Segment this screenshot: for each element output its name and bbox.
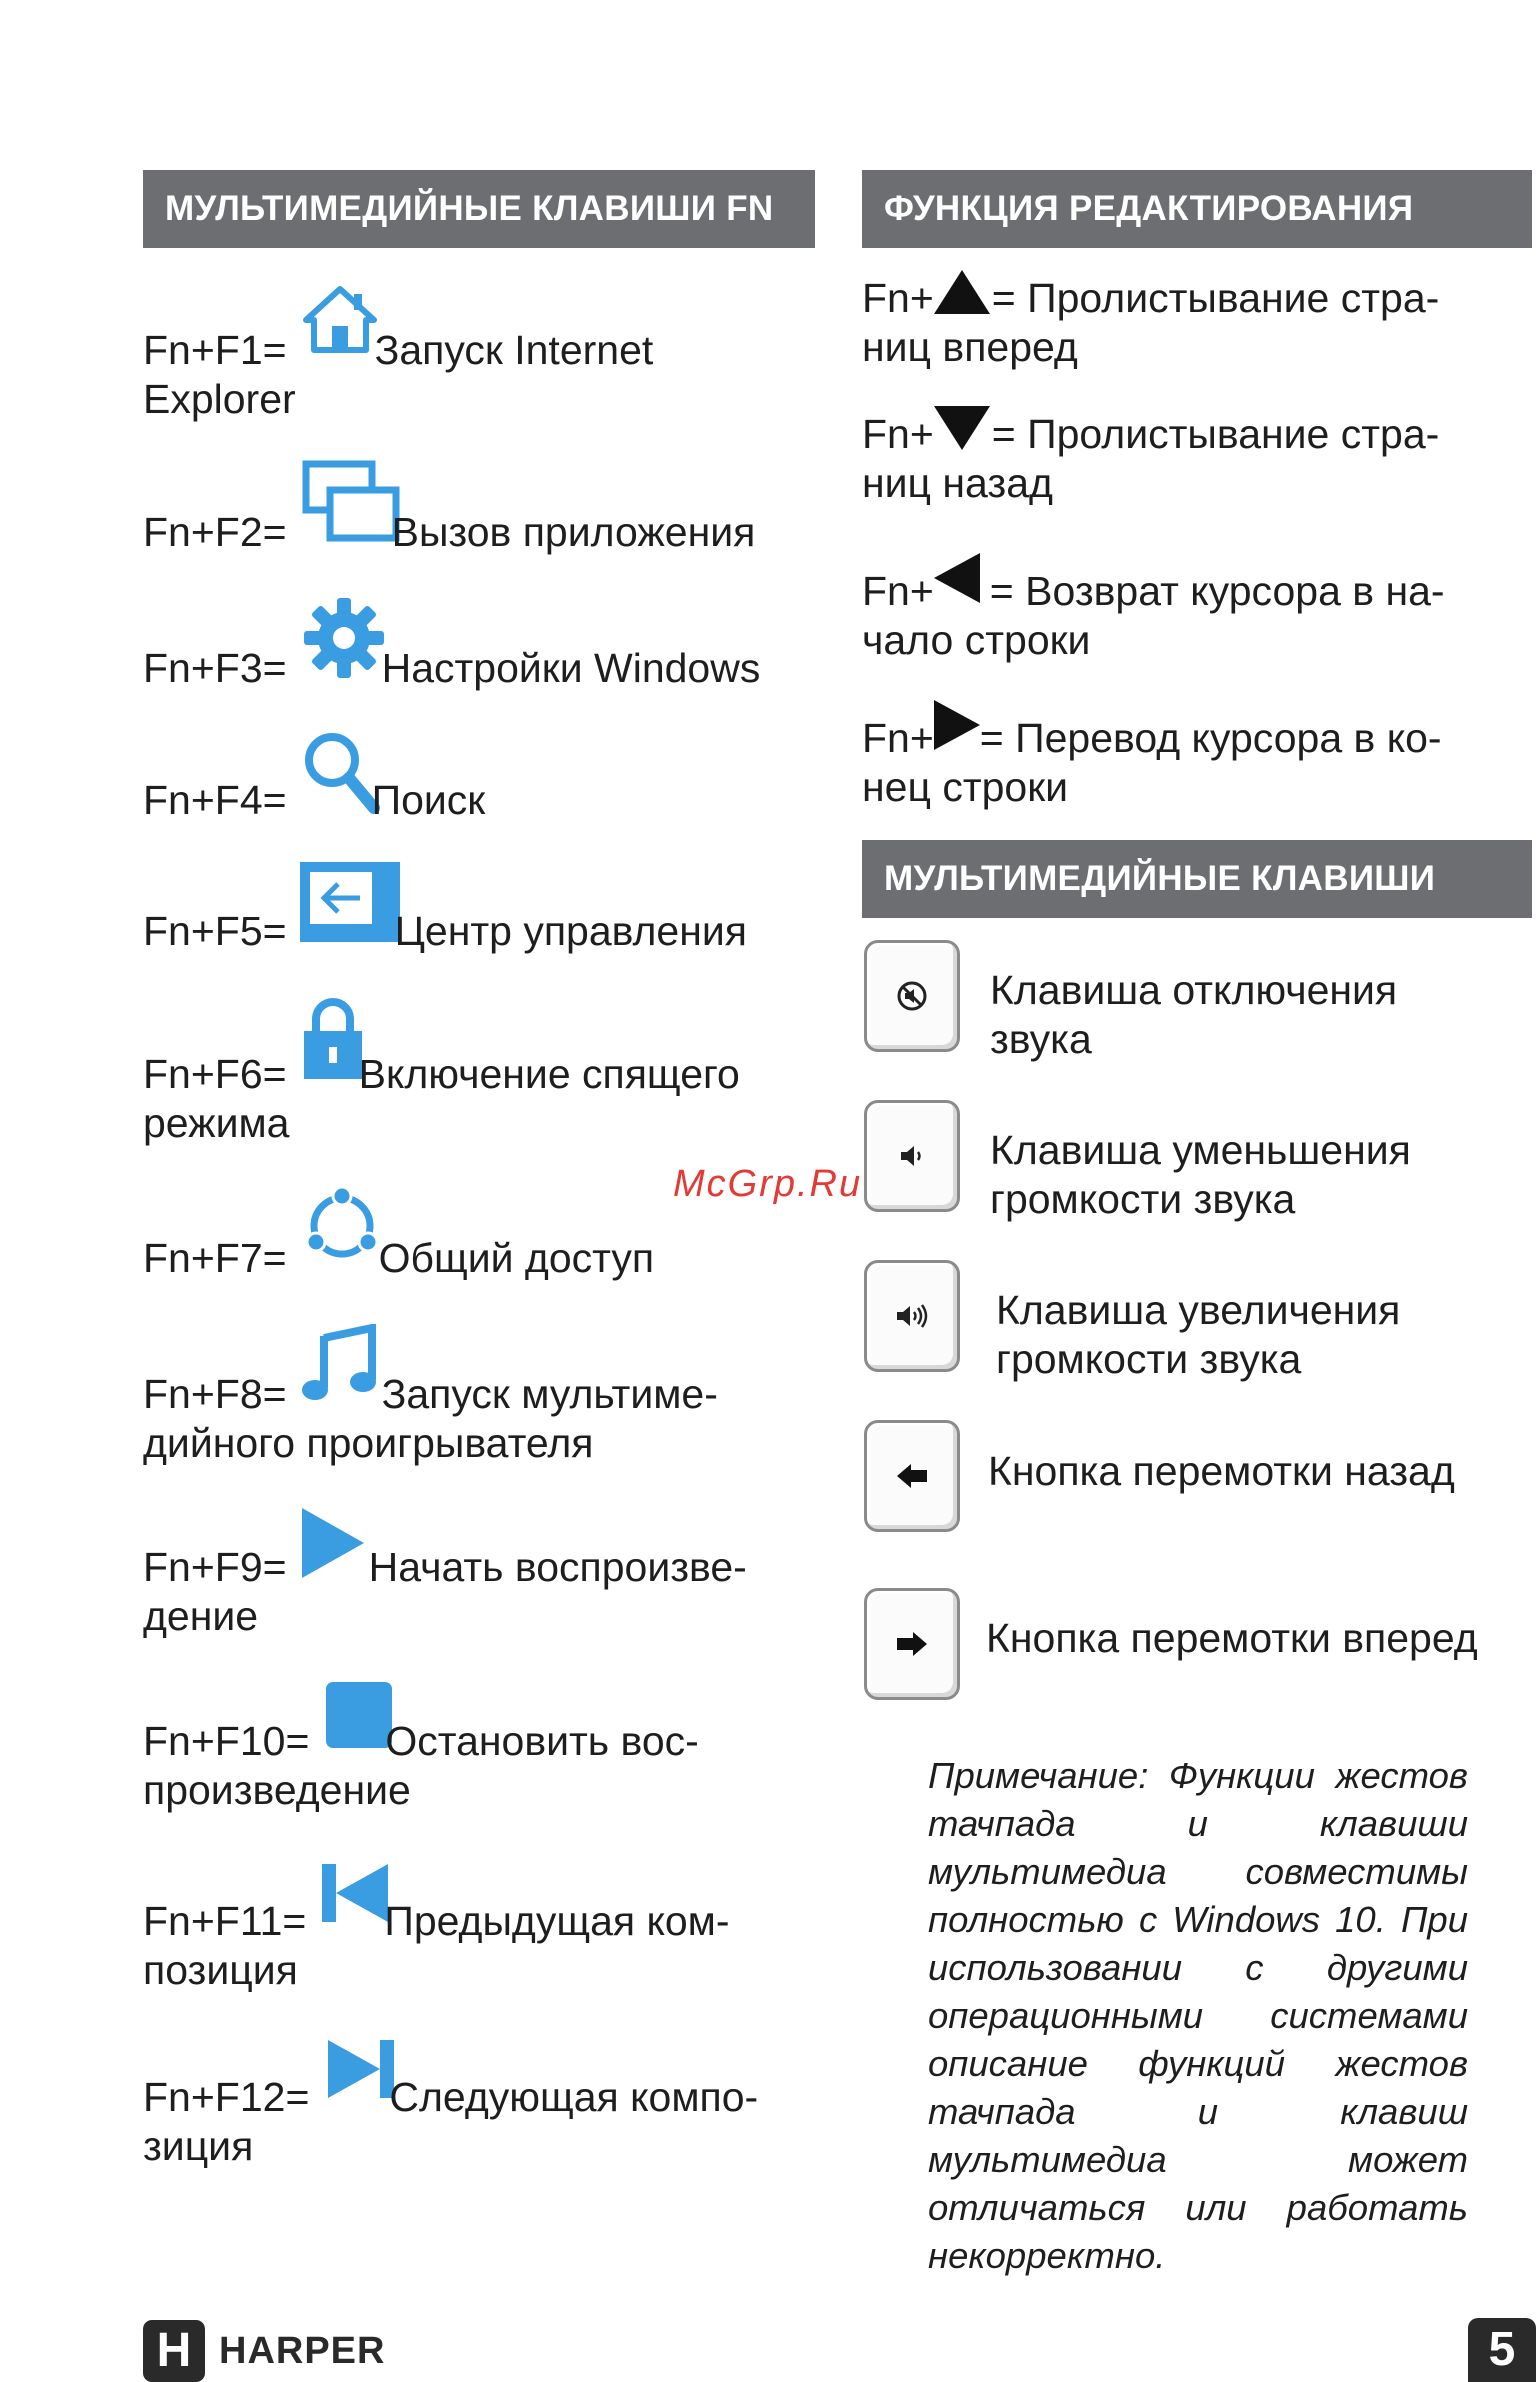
fn-item-desc-cont: режима: [143, 1100, 290, 1146]
mute-icon: [897, 981, 927, 1011]
fn-item-desc: Предыдущая ком-: [384, 1898, 730, 1944]
arrow-right-icon: [934, 700, 980, 750]
fn-key-label: Fn+F8=: [143, 1371, 287, 1417]
compatibility-note: Примечание: Функции жестов тачпада и клавиши мультимедиа совместимы полностью с Windows 10. При использовании с другими операционными системами описание функций жестов тачпада и клавиш мультимедиа может отличаться или работать некорректно.: [928, 1755, 1468, 2276]
fn-item-desc-cont: дение: [143, 1593, 259, 1639]
edit-item-desc: = Пролистывание стра-: [991, 411, 1440, 457]
edit-item-left: [862, 553, 1445, 665]
fn-item-desc-cont: дийного проигрывателя: [143, 1420, 594, 1466]
rewind-icon: [897, 1464, 927, 1488]
volume-up-key[interactable]: [864, 1260, 960, 1372]
mm-item-desc-cont: звука: [990, 1016, 1092, 1062]
volume-down-key[interactable]: [864, 1100, 960, 1212]
mute-key[interactable]: [864, 940, 960, 1052]
forward-icon: [897, 1632, 927, 1656]
fn-item-f12: [143, 2073, 843, 2171]
fn-item-desc: Включение спящего: [358, 1051, 740, 1097]
fn-item-f4: [143, 776, 843, 825]
fn-key-label: Fn+F2=: [143, 509, 287, 555]
edit-key-label: Fn+: [862, 411, 934, 457]
edit-key-label: Fn+: [862, 568, 934, 614]
fn-item-f6: [143, 1050, 843, 1148]
fn-item-desc: Настройки Windows: [381, 645, 761, 691]
mm-item-mute: [990, 966, 1397, 1064]
edit-item-desc-cont: чало строки: [862, 617, 1091, 663]
edit-item-desc-cont: нец строки: [862, 764, 1069, 810]
edit-item-down: [862, 406, 1439, 508]
fn-item-desc: Следующая компо-: [389, 2074, 759, 2120]
mm-item-desc: Клавиша уменьшения: [990, 1127, 1411, 1173]
fn-item-desc: Общий доступ: [378, 1235, 655, 1281]
fn-item-f11: [143, 1897, 843, 1995]
fn-item-desc-cont: зиция: [143, 2123, 254, 2169]
header-fn-keys: МУЛЬТИМЕДИЙНЫЕ КЛАВИШИ FN: [143, 170, 815, 248]
watermark: McGrp.Ru: [673, 1163, 863, 1205]
fn-item-desc-cont: позиция: [143, 1947, 298, 1993]
fn-item-f10: [143, 1717, 843, 1815]
edit-item-desc: = Перевод курсора в ко-: [979, 715, 1442, 761]
edit-item-desc-cont: ниц вперед: [862, 324, 1078, 370]
fn-key-label: Fn+F9=: [143, 1544, 287, 1590]
fn-item-f2: [143, 508, 843, 557]
mm-item-rewind: [988, 1447, 1455, 1496]
fn-item-desc: Вызов приложения: [391, 509, 756, 555]
mm-item-desc: Клавиша увеличения: [996, 1287, 1401, 1333]
arrow-left-icon: [934, 553, 990, 603]
fn-item-desc: Запуск Internet: [374, 327, 654, 373]
brand-logo: [143, 2320, 385, 2382]
edit-item-right: [862, 700, 1442, 812]
mm-item-desc-cont: громкости звука: [990, 1176, 1296, 1222]
fn-item-desc: Центр управления: [394, 908, 747, 954]
fn-item-desc: Поиск: [371, 777, 486, 823]
arrow-down-icon: [934, 406, 992, 450]
edit-item-desc: = Пролистывание стра-: [991, 275, 1440, 321]
mm-item-desc: Кнопка перемотки назад: [988, 1448, 1455, 1494]
edit-key-label: Fn+: [862, 275, 934, 321]
mm-item-desc-cont: громкости звука: [996, 1336, 1302, 1382]
header-multimedia: МУЛЬТИМЕДИЙНЫЕ КЛАВИШИ: [862, 840, 1532, 918]
fn-item-desc: Остановить вос-: [385, 1718, 699, 1764]
header-editing: ФУНКЦИЯ РЕДАКТИРОВАНИЯ: [862, 170, 1532, 248]
volume-down-icon: [899, 1144, 925, 1168]
fn-item-f9: [143, 1543, 843, 1641]
fn-item-desc: Начать воспроизве-: [368, 1544, 747, 1590]
edit-item-desc-cont: ниц назад: [862, 460, 1053, 506]
fn-key-label: Fn+F7=: [143, 1235, 287, 1281]
mm-item-desc: Клавиша отключения: [990, 967, 1398, 1013]
fn-key-label: Fn+F6=: [143, 1051, 287, 1097]
fn-key-label: Fn+F5=: [143, 908, 287, 954]
fn-item-f3: [143, 644, 843, 693]
fn-item-f7: [143, 1234, 843, 1283]
fn-item-f1: [143, 326, 823, 424]
volume-up-icon: [895, 1303, 929, 1329]
mm-item-forward: [986, 1614, 1478, 1663]
forward-key[interactable]: [864, 1588, 960, 1700]
fn-item-f8: [143, 1370, 843, 1468]
fn-key-label: Fn+F1=: [143, 327, 287, 373]
mm-item-volume-down: [990, 1126, 1411, 1224]
fn-item-desc-cont: произведение: [143, 1767, 411, 1813]
edit-key-label: Fn+: [862, 715, 934, 761]
mm-item-volume-up: [996, 1286, 1400, 1384]
mm-item-desc: Кнопка перемотки вперед: [986, 1615, 1478, 1661]
edit-item-up: [862, 270, 1439, 372]
fn-key-label: Fn+F4=: [143, 777, 287, 823]
fn-item-desc: Запуск мультиме-: [381, 1371, 718, 1417]
brand-logo-mark: H: [143, 2320, 205, 2382]
fn-key-label: Fn+F10=: [143, 1718, 310, 1764]
fn-item-f5: [143, 907, 843, 956]
fn-key-label: Fn+F3=: [143, 645, 287, 691]
fn-key-label: Fn+F12=: [143, 2074, 310, 2120]
rewind-key[interactable]: [864, 1420, 960, 1532]
arrow-up-icon: [934, 270, 992, 314]
fn-item-desc-cont: Explorer: [143, 376, 296, 422]
brand-name: HARPER: [219, 2329, 386, 2372]
edit-item-desc: = Возврат курсора в на-: [989, 568, 1445, 614]
fn-key-label: Fn+F11=: [143, 1898, 307, 1944]
page-number: 5: [1468, 2318, 1536, 2382]
